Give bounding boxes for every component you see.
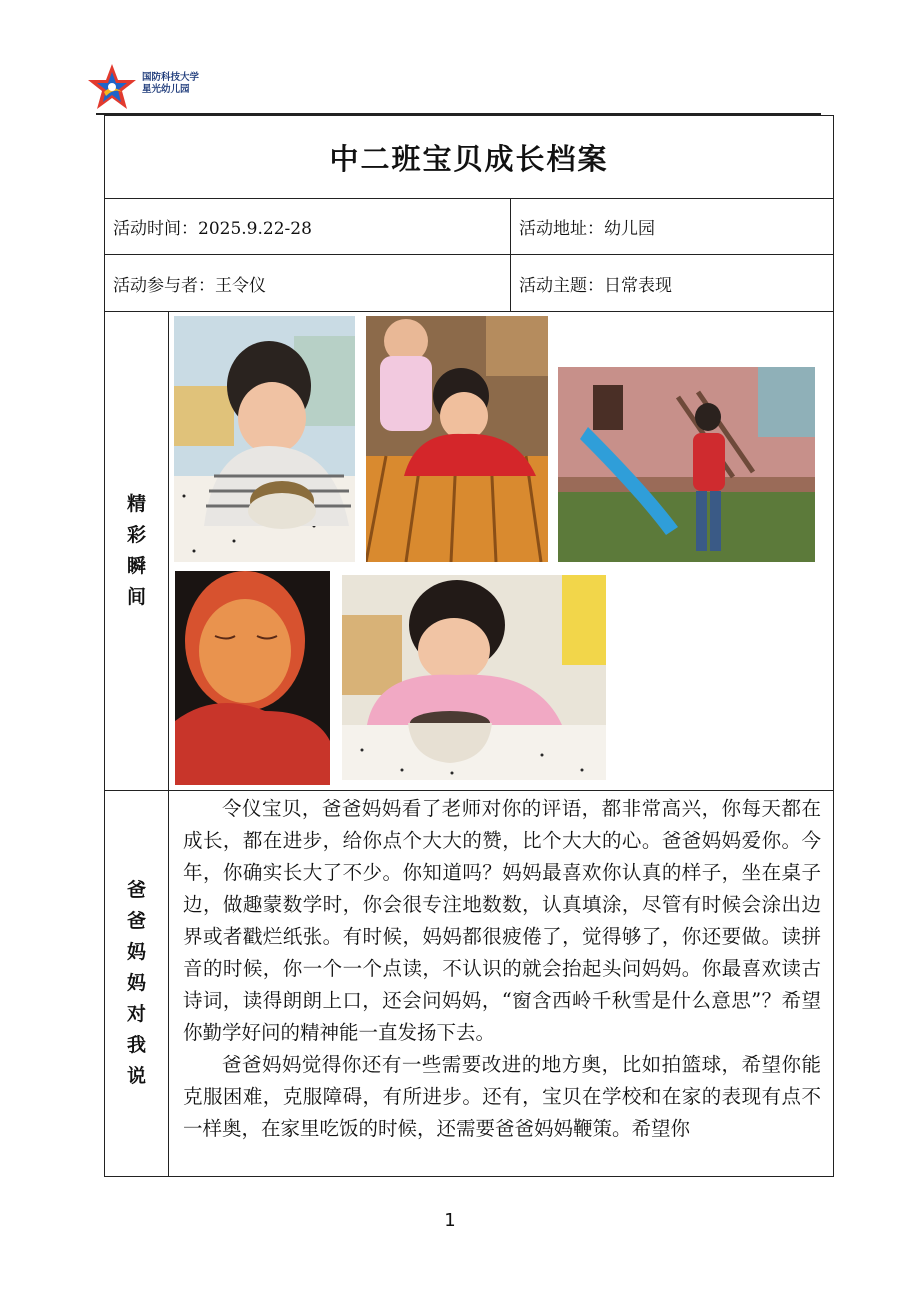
activity-participant: 活动参与者：王令仪 <box>105 255 511 311</box>
section-label-char: 爸 <box>126 879 146 901</box>
section-label-char: 对 <box>126 1003 146 1025</box>
section-label-char: 间 <box>126 586 146 608</box>
parents-letter <box>169 791 833 1176</box>
activity-theme: 活动主题：日常表现 <box>519 275 672 296</box>
photo-gallery <box>169 312 833 791</box>
section-label-char: 我 <box>126 1034 146 1056</box>
star-logo-icon <box>86 62 138 112</box>
logo-line-1: 国防科技大学 <box>142 72 200 83</box>
photo-child-by-slide <box>558 367 815 562</box>
section-label-char: 爸 <box>126 910 146 932</box>
activity-place: 活动地址：幼儿园 <box>519 218 655 239</box>
section-label-photos <box>105 312 169 791</box>
section-label-char: 说 <box>126 1065 146 1087</box>
section-label-char: 精 <box>126 493 146 515</box>
growth-record-form <box>104 115 834 1177</box>
section-label-char: 妈 <box>126 972 146 994</box>
page-number: 1 <box>444 1210 456 1231</box>
photo-child-eating <box>174 316 355 562</box>
info-row-2 <box>105 255 833 312</box>
photo-child-eating-bowl <box>342 575 606 780</box>
photo-child-at-table <box>366 316 548 562</box>
form-title-row <box>105 116 833 199</box>
section-label-char: 妈 <box>126 941 146 963</box>
letter-paragraph-1: 令仪宝贝，爸爸妈妈看了老师对你的评语，都非常高兴，你每天都在成长，都在进步，给你点个大大的赞，比个大大的心。爸爸妈妈爱你。今年，你确实长大了不少。你知道吗？妈妈最喜欢你认真的样子，坐在桌子边，做趣蒙数学时，你会很专注地数数，认真填涂，尽管有时候会涂出边界或者戳烂纸张。有时候，妈妈都很疲倦了，觉得够了，你还要做。读拼音的时候，你一个一个点读，不认识的就会抬起头问妈妈。你最喜欢读古诗词，读得朗朗上口，还会问妈妈，“窗含西岭千秋雪是什么意思”？希望你勤学好问的精神能一直发扬下去。 <box>183 797 821 1044</box>
section-label-char: 彩 <box>126 524 146 546</box>
letter-paragraph-2: 爸爸妈妈觉得你还有一些需要改进的地方奥，比如拍篮球，希望你能克服困难，克服障碍，有所进步。还有，宝贝在学校和在家的表现有点不一样奥，在家里吃饭的时候，还需要爸爸妈妈鞭策。希望你 <box>183 1053 821 1140</box>
activity-time: 活动时间：2025.9.22-28 <box>105 198 511 254</box>
section-label-letter <box>105 791 169 1176</box>
section-label-char: 瞬 <box>126 555 146 577</box>
logo-line-2: 星光幼儿园 <box>142 84 190 95</box>
form-title: 中二班宝贝成长档案 <box>329 141 609 176</box>
kindergarten-logo <box>86 62 200 112</box>
info-row-1 <box>105 198 833 255</box>
photo-child-sleeping <box>175 571 330 785</box>
